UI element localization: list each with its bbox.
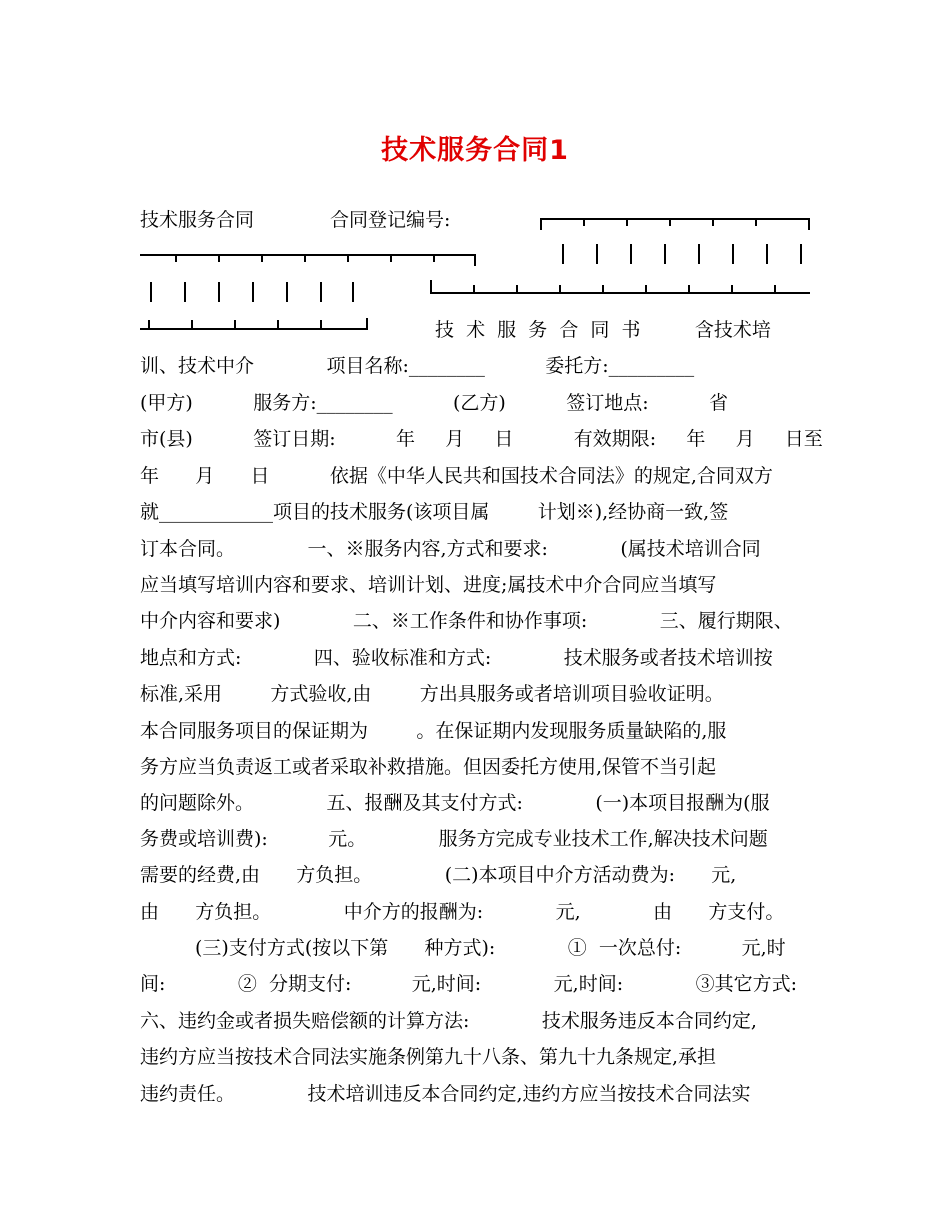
body-line: 订本合同。 一、※服务内容,方式和要求: (属技术培训合同 [140,538,761,560]
registration-number-label: 合同登记编号: [330,209,451,231]
body-line: 务费或培训费): 元。 服务方完成专业技术工作,解决技术问题 [140,828,768,850]
body-line: 需要的经费,由 方负担。 (二)本项目中介方活动费为: 元, [140,864,737,886]
body-line: 违约方应当按技术合同法实施条例第九十八条、第九十九条规定,承担 [140,1046,717,1068]
body-line: 就____________项目的技术服务(该项目属 计划※),经协商一致,签 [140,501,729,523]
body-line: 间: ② 分期支付: 元,时间: 元,时间: ③其它方式: [140,973,797,995]
body-line: 训、技术中介 项目名称:________ 委托方:_________ [140,355,695,377]
document-title: 技术服务合同1 [381,135,569,166]
body-line: 标准,采用 方式验收,由 方出具服务或者培训项目验收证明。 [140,683,724,705]
body-line: 市(县) 签订日期: 年 月 日 有效期限: 年 月 日至 [140,428,823,450]
contract-name: 技术服务合同 [140,209,255,231]
body-line: 本合同服务项目的保证期为 。在保证期内发现服务质量缺陷的,服 [140,720,727,742]
body-line: 地点和方式: 四、验收标准和方式: 技术服务或者技术培训按 [140,647,773,669]
body-line: 六、违约金或者损失赔偿额的计算方法: 技术服务违反本合同约定, [140,1010,757,1032]
body-line: 的问题除外。 五、报酬及其支付方式: (一)本项目报酬为(服 [140,792,770,814]
body-line: 违约责任。 技术培训违反本合同约定,违约方应当按技术合同法实 [140,1083,751,1105]
body-line: 务方应当负责返工或者采取补救措施。但因委托方使用,保管不当引起 [140,756,717,778]
body-line: (甲方) 服务方:________ (乙方) 签订地点: 省 [140,392,729,414]
body-line: (三)支付方式(按以下第 种方式): ① 一次总付: 元,时 [195,937,786,959]
body-line: 技 术 服 务 合 同 书 含技术培 [435,319,771,341]
body-line: 由 方负担。 中介方的报酬为: 元, 由 方支付。 [140,901,785,923]
body-line: 年 月 日 依据《中华人民共和国技术合同法》的规定,合同双方 [140,465,773,487]
body-line: 中介内容和要求) 二、※工作条件和协作事项: 三、履行期限、 [140,610,793,632]
body-line: 应当填写培训内容和要求、培训计划、进度;属技术中介合同应当填写 [140,574,717,596]
